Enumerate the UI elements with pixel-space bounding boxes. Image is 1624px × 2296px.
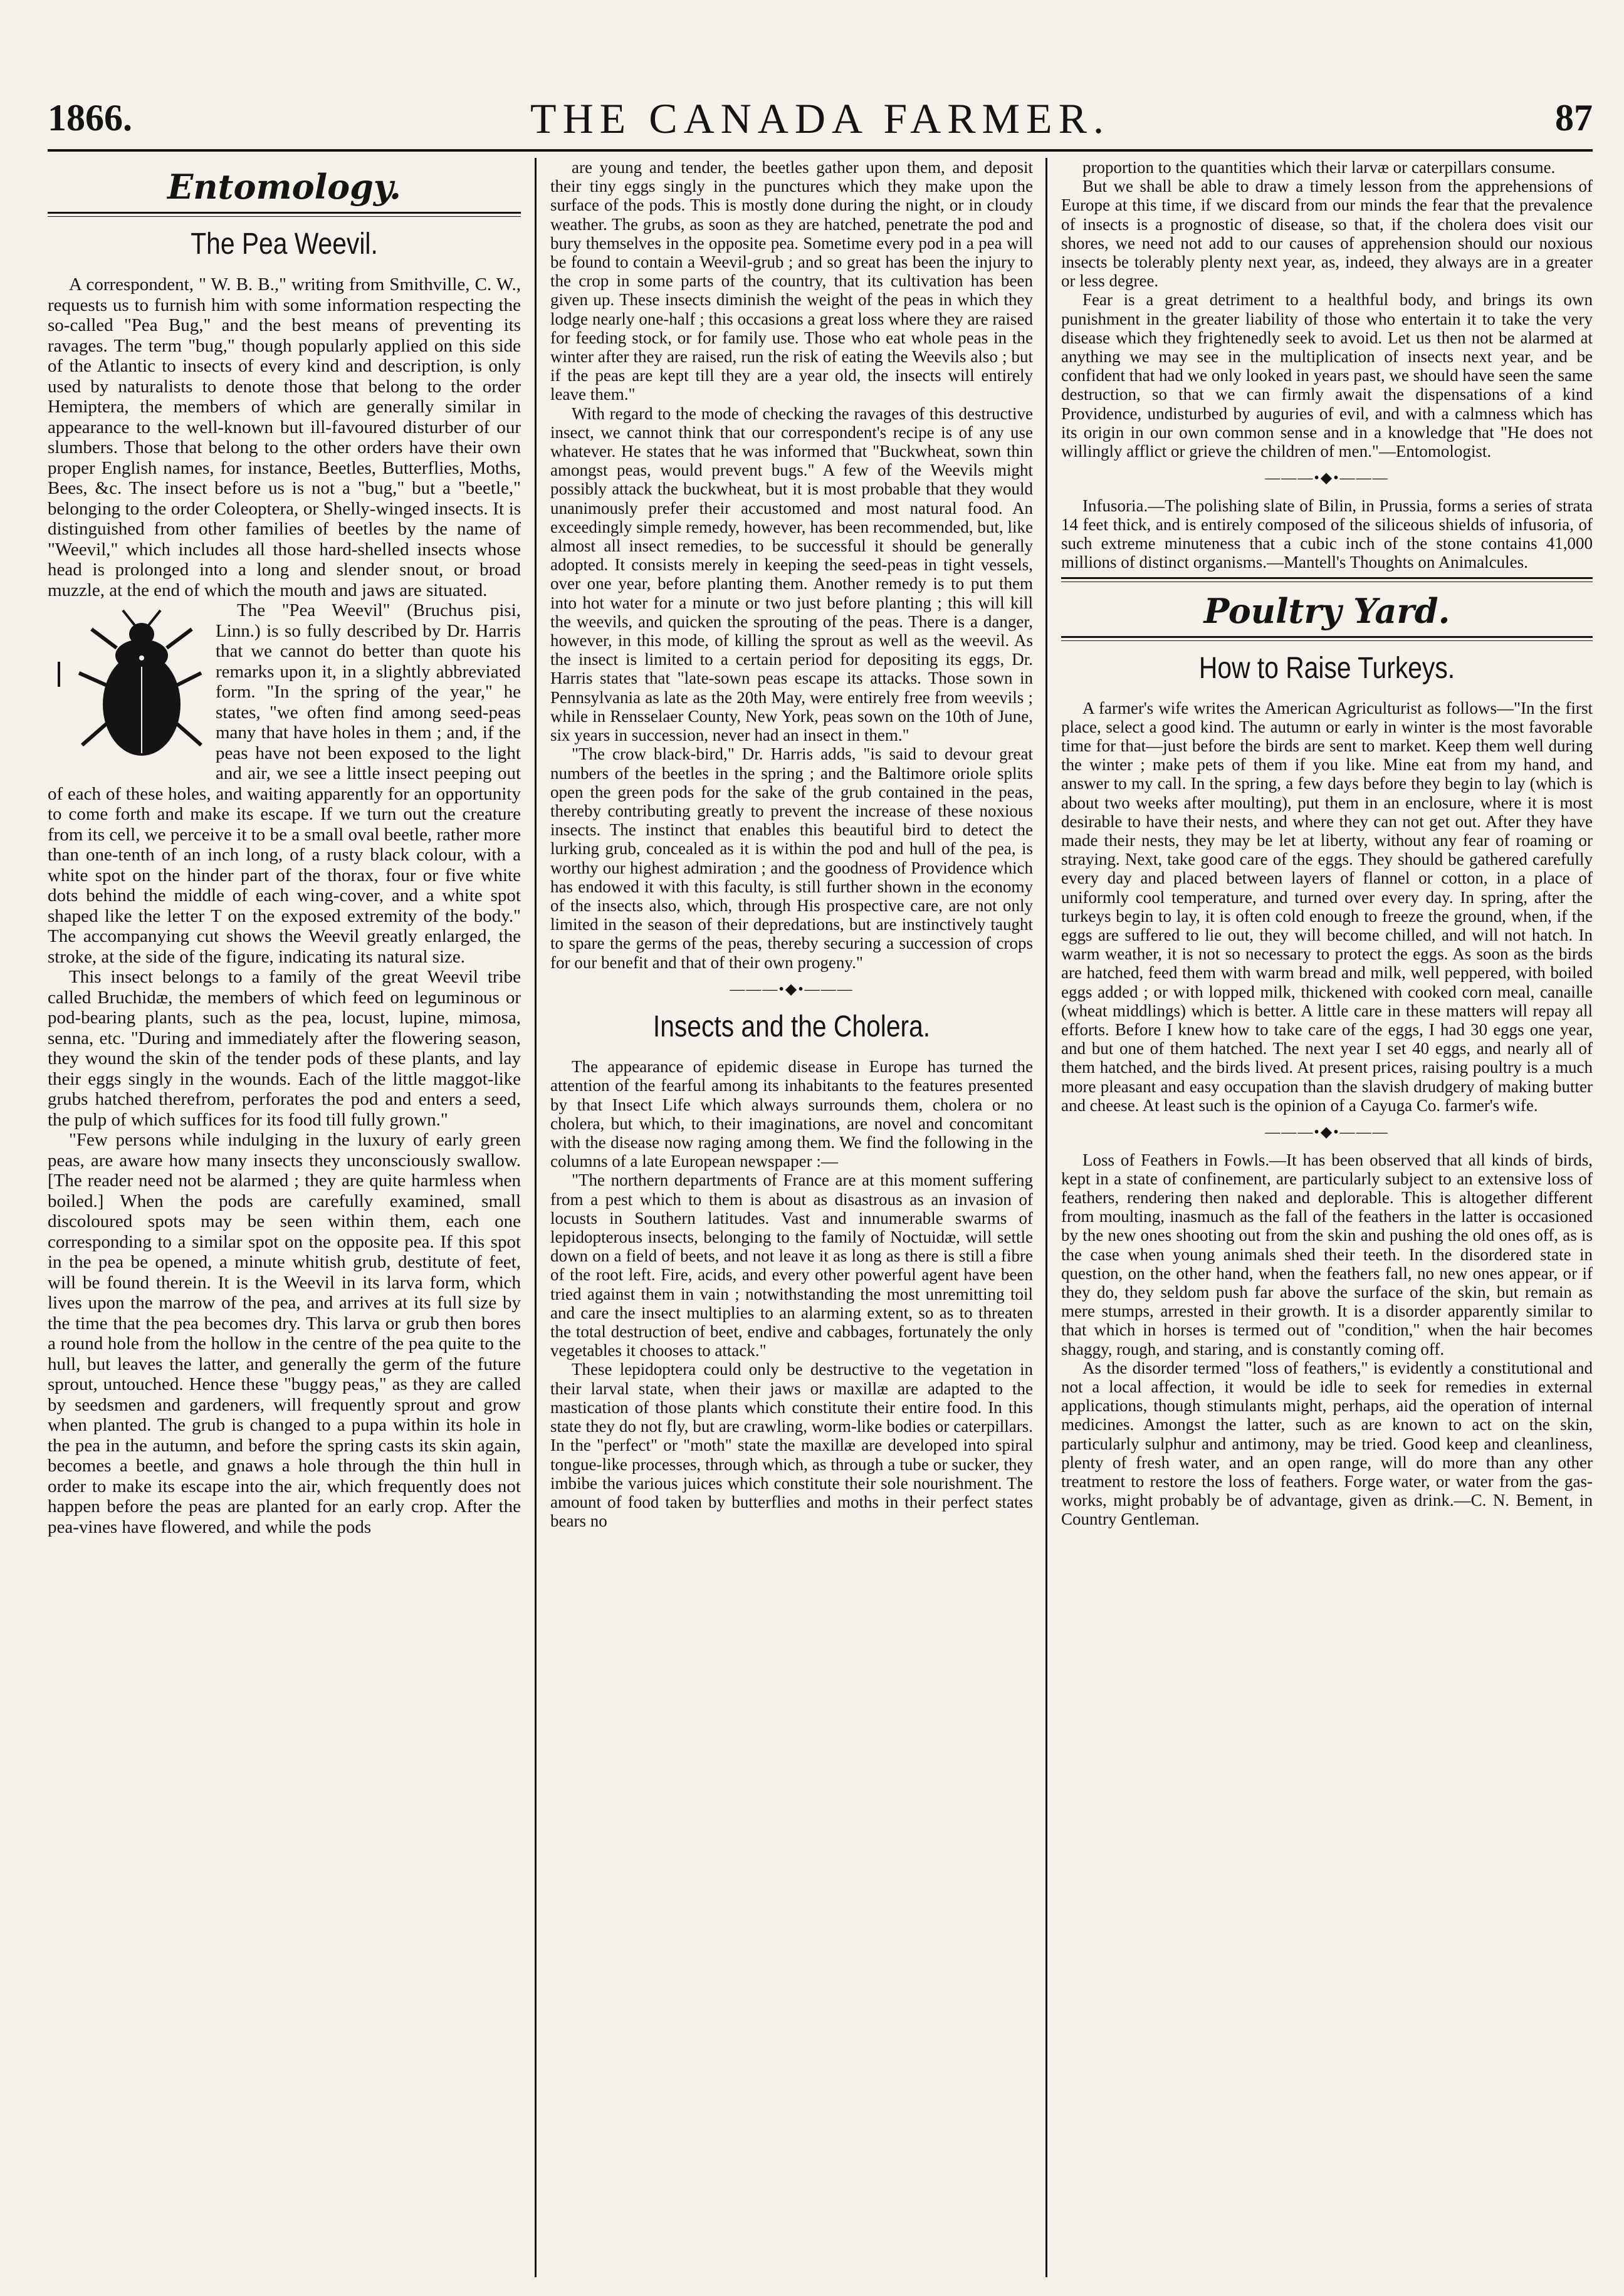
paragraph: With regard to the mode of checking the ravages of this destructive insect, we cannot think that our correspondent's recipe is of any use whatever. He states that he was informed that "Buckwheat, sown thin amongst peas, would prevent bugs." A few of the Weevils might possibly attack the buckwheat, but it is most probable that they would unanimously prefer their accustomed and most natural food. An exceedingly simple remedy, however, has been recommended, but, like almost all insect remedies, to be successful it should be generally adopted. It consists merely in keeping the seed-peas in tight vessels, over one year, before planting them. Another remedy is to put them into hot water for a minute or two just before planting ; this will kill the weevils, and quicken the sprouting of the peas. There is a danger, however, in this mode, of killing the sprout as well as the weevil. As the insect is limited to a certain period for depositing its eggs, Dr. Harris states that "late-sown peas escape its attacks. Those sown in Pennsylvania as late as the 20th May, were entirely free from weevils ; while in Rensselaer County, New York, peas sown on the 10th of June, six years in succession, never had an insect in them." (550, 404, 1033, 745)
divider-ornament: ———•◆•——— (1265, 470, 1389, 487)
paragraph: Fear is a great detriment to a healthful body, and brings its own punishment in the greater liability of those who entertain it to take the very disease which they frightenedly seek to avoid. Let us then not be alarmed at anything we may see in the multiplication of insects next year, and be confident that had we only looked in years past, we should have seen the same destruction, so that we can firmly await the dispensations of a kind Providence, undisturbed by auguries of evil, and with a calmness which has its origin in our own common sense and in a knowledge that "He does not willingly afflict or grieve the children of men."—Entomologist. (1061, 290, 1593, 461)
paragraph: As the disorder termed "loss of feathers," is evidently a constitutional and not a local affection, it would be idle to seek for remedies in external applications, though stimulants might, perhaps, aid the operation of internal medicines. Amongst the latter, such as are known to act on the skin, particularly sulphur and antimony, may be tried. Good keep and cleanliness, plenty of fresh water, and an open range, will do more than any other treatment to restore the loss of feathers. Forge water, or water from the gas-works, might probably be of advantage, given as drink.—C. N. Bement, in Country Gentleman. (1061, 1358, 1593, 1529)
masthead-year: 1866. (48, 97, 132, 138)
paragraph: The "Pea Weevil" (Bruchus pisi, Linn.) is so fully described by Dr. Harris that we cannot do better than quote his remarks upon it, in a slightly abbreviated form. "In the spring of the year," he states, "we often find among seed-peas many that have holes in them ; and, if the peas have not been exposed to the light and air, we see a little insect peeping out of each of these holes, and waiting apparently for an opportunity to come forth and make its escape. If we turn out the creature from its cell, we perceive it to be a small oval beetle, rather more than one-tenth of an inch long, of a rusty black colour, with a white spot on the hinder part of the thorax, four or five white dots behind the middle of each wing-cover, and a white spot shaped like the letter T on the exposed extremity of the body." The accompanying cut shows the Weevil greatly enlarged, the stroke, at the side of the figure, indicating its natural size. (48, 600, 521, 967)
masthead (48, 94, 1593, 144)
paragraph: Infusoria.—The polishing slate of Bilin, in Prussia, forms a series of strata 14 feet thick, and is entirely composed of the siliceous shields of infusoria, of such extreme minuteness that a cubic inch of the stone contains 41,000 millions of distinct organisms.—Mantell's Thoughts on Animalcules. (1061, 496, 1593, 572)
masthead-rule (48, 149, 1593, 152)
divider-ornament: ———•◆•——— (730, 981, 854, 998)
column-2 (537, 158, 1047, 2277)
paragraph: "The northern departments of France are at this moment suffering from a pest which to them is about as disastrous as an invasion of locusts in Southern latitudes. Vast and innumerable swarms of lepidopterous insects, belonging to the family of Noctuidæ, will settle down on a field of beets, and not leave it as long as there is still a fibre of the root left. Fire, acids, and every other powerful agent have been tried against them in vain ; notwithstanding the most unremitting toil and care the insect multiplies to an alarming extent, so as to threaten the total destruction of beet, endive and cabbages, fortunately the only vegetables it chooses to attack." (550, 1171, 1033, 1360)
weevil-illustration (48, 604, 204, 761)
paragraph: A farmer's wife writes the American Agriculturist as follows—"In the first place, select a good kind. The autumn or early in winter is the most favorable time for that—just before the birds are sent to market. Keep them well during the winter ; make pets of them if you like. Mine eat from my hand, and answer to my call. In the spring, a few days before they begin to lay (which is about two weeks after moulting), put them in an enclosure, where it is most desirable to have their nests, and where they can not get out. After they have made their nests, they may be let at liberty, without any fear of roaming or straying. Next, take good care of the eggs. They should be gathered carefully every day and placed between layers of flannel or cotton, in a place of uniformly cool temperature, and turned over every day. In spring, after the turkeys begin to lay, it is often cold enough to freeze the ground, when, if the eggs are suffered to lie out, they will become chilled, and will not hatch. In warm weather, it is not so necessary to protect the eggs. As soon as the birds are hatched, feed them with warm bread and milk, well peppered, with boiled eggs added ; or with lopped milk, thickened with cooked corn meal, canaille (wheat middlings) which is better. A little care in these matters will repay all efforts. Before I knew how to take care of the eggs, I had 30 eggs one year, and but one of them hatched. The next year I set 40 eggs, and nearly all of them hatched, and the birds lived. At present prices, raising poultry is a much more pleasant and easy occupation than the slavish drudgery of making butter and cheese. At least such is the opinion of a Cayuga Co. farmer's wife. (1061, 698, 1593, 1115)
paragraph: But we shall be able to draw a timely lesson from the apprehensions of Europe at this time, if we discard from our minds the fear that the prevalence of insects is a prognostic of disease, so that, if the cholera does visit our shores, we need not add to our causes of apprehension should our noxious insects be tolerably plenty next year, as, indeed, they always are in a greater or less degree. (1061, 177, 1593, 291)
paragraph: A correspondent, " W. B. B.," writing from Smithville, C. W., requests us to furnish him with some information respecting the so-called "Pea Bug," and the best means of preventing its ravages. The term "bug," though popularly applied on this side of the Atlantic to insects of every kind and description, is only used by naturalists to denote those that belong to the order Hemiptera, the members of which are generally similar in appearance to the well-known but ill-favoured disturber of our slumbers. Those that belong to the other orders have their own proper English names, for instance, Beetles, Butterflies, Moths, Bees, &c. The insect before us is not a "bug," but a "beetle," belonging to the order Coleoptera, or Shelly-winged insects. It is distinguished from other families of beetles by the name of "Weevil," which includes all those hard-shelled insects whose head is prolonged into a long and slender snout, or broad muzzle, at the end of which the mouth and jaws are situated. (48, 274, 521, 600)
divider-ornament: ———•◆•——— (1265, 1124, 1389, 1141)
weevil-beetle-icon (48, 604, 204, 761)
column-3 (1047, 158, 1593, 2277)
columns (48, 158, 1593, 2277)
section-rule (48, 212, 521, 217)
masthead-title: THE CANADA FARMER. (530, 95, 1110, 142)
paragraph: "Few persons while indulging in the luxury of early green peas, are aware how many insects they unconsciously swallow. [The reader need not be alarmed ; they are quite harmless when boiled.] When the pods are carefully examined, small discoloured spots may be seen within them, each one corresponding to a similar spot on the opposite pea. If this spot in the pea be opened, a minute whitish grub, destitute of feet, will be found therein. It is the Weevil in its larva form, which lives upon the marrow of the pea, and arrives at its full size by the time that the pea becomes dry. This larva or grub then bores a round hole from the hollow in the centre of the pea quite to the hull, but leaves the latter, and generally the germ of the future sprout, untouched. Hence these "buggy peas," as they are called by seedsmen and gardeners, will frequently sprout and grow when planted. The grub is changed to a pupa within its hole in the pea in the autumn, and before the spring casts its skin again, becomes a beetle, and gnaws a hole through the thin hull in order to make its escape into the air, which frequently does not happen before the peas are planted for an early crop. After the pea-vines have flowered, and while the pods (48, 1130, 521, 1537)
section-heading-entomology: Entomology. (167, 167, 401, 207)
section-rule (1061, 636, 1593, 641)
column-1 (48, 158, 537, 2277)
paragraph: are young and tender, the beetles gather upon them, and deposit their tiny eggs singly in the punctures which they make upon the surface of the pods. This is mostly done during the night, or in cloudy weather. The grubs, as soon as they are hatched, penetrate the pod and bury themselves in the opposite pea. Sometime every pod in a pea will be found to contain a Weevil-grub ; and so great has been the injury to the crop in some parts of the country, that its cultivation has been given up. These insects diminish the weight of the peas in which they lodge nearly one-half ; this occasions a great loss where they are raised for feeding stock, or for family use. Those who eat whole peas in the winter after they are raised, run the risk of eating the Weevils also ; but if the peas are kept till they are a year old, the insects will entirely leave them." (550, 158, 1033, 404)
paragraph: The appearance of epidemic disease in Europe has turned the attention of the fearful among its inhabitants to the features presented by that Insect Life which always surrounds them, cholera or no cholera, but which, to their imaginations, are novel and concomitant with the disease now raging among them. We find the following in the columns of a late European newspaper :— (550, 1057, 1033, 1171)
article-title-turkeys: How to Raise Turkeys. (1198, 651, 1455, 685)
paragraph: "The crow black-bird," Dr. Harris adds, "is said to devour great numbers of the beetles in the spring ; and the Baltimore oriole splits open the green pods for the sake of the grub contained in the peas, thereby contributing greatly to prevent the increase of these noxious insects. The instinct that enables this beautiful bird to detect the lurking grub, concealed as it is within the pod and hull of the pea, is worthy our highest admiration ; and the goodness of Providence which has endowed it with this faculty, is still further shown in the economy of the insects also, which, through His prospective care, are not only limited in the season of their depredations, but are instinctively taught to spare the germs of the peas, thereby securing a succession of crops for our benefit and that of their own progeny." (550, 744, 1033, 972)
article-title-pea-weevil: The Pea Weevil. (191, 227, 378, 261)
paragraph: proportion to the quantities which their larvæ or caterpillars consume. (1082, 158, 1556, 177)
masthead-page-number: 87 (1555, 97, 1593, 138)
section-heading-poultry-yard: Poultry Yard. (1203, 590, 1450, 631)
paragraph: This insect belongs to a family of the great Weevil tribe called Bruchidæ, the members of which feed on leguminous or pod-bearing plants, such as the pea, locust, lupine, mimosa, senna, etc. "During and immediately after the flowering season, they wound the skin of the tender pods of these plants, and lay their eggs singly in the wounds. Each of the little maggot-like grubs hatched therefrom, perforates the pod and enters a seed, the pulp of which suffices for its food till fully grown." (48, 967, 521, 1130)
paragraph: Loss of Feathers in Fowls.—It has been observed that all kinds of birds, kept in a state of confinement, are particularly subject to an extensive loss of feathers, rendering then naked and deplorable. This is altogether different from moulting, inasmuch as the fall of the feathers in the latter is occasioned by the new ones shooting out from the skin and pushing the old ones off, as is the case when young animals shed their teeth. In the disordered state in question, on the other hand, when the feathers fall, no new ones appear, or if they do, they seldom push far above the surface of the skin, but remain as mere stumps, arrested in their growth. It is a disorder apparently similar to that which in horses is termed out of "condition," when the hair becomes shaggy, rough, and staring, and is constantly coming off. (1061, 1150, 1593, 1359)
paragraph: These lepidoptera could only be destructive to the vegetation in their larval state, when their jaws or maxillæ are adapted to the mastication of those plants which constitute their entire food. In this state they do not fly, but are crawling, worm-like bodies or caterpillars. In the "perfect" or "moth" state the maxillæ are developed into spiral tongue-like processes, through which, as through a tube or sucker, they imbibe the various juices which constitute their sole nourishment. The amount of food taken by butterflies and moths in their perfect states bears no (550, 1360, 1033, 1531)
section-rule (1061, 577, 1593, 582)
article-title-insects-cholera: Insects and the Cholera. (652, 1010, 931, 1044)
